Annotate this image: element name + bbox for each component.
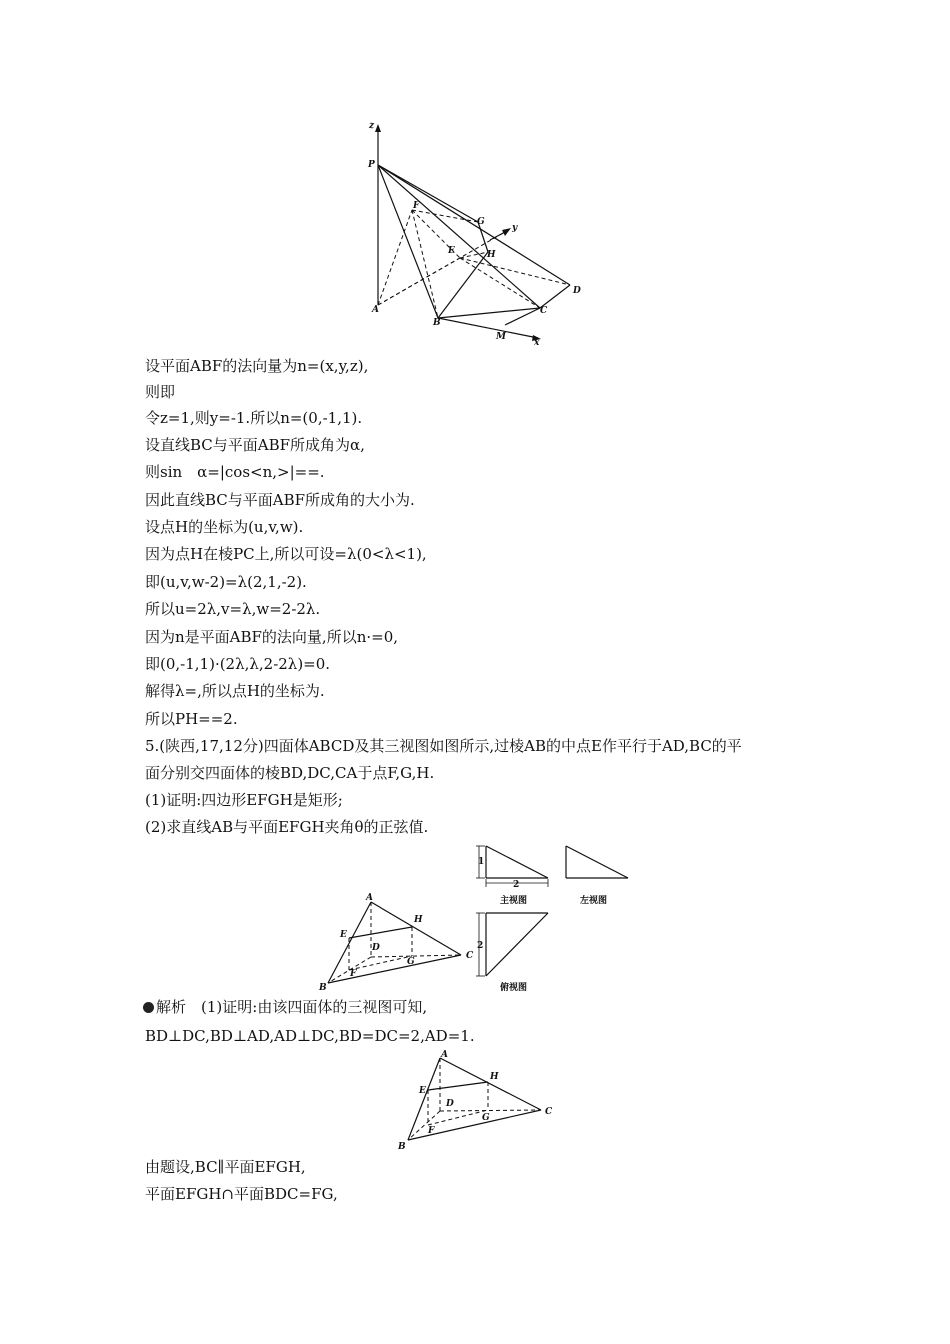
text-line: 设点H的坐标为(u,v,w). [145,518,304,536]
label-D: D [446,1099,454,1109]
problem-line: 5.(陕西,17,12分)四面体ABCD及其三视图如图所示,过棱AB的中点E作平行于AD,BC的平 [145,737,742,755]
label-A: A [366,893,373,903]
problem-question-2: (2)求直线AB与平面EFGH夹角θ的正弦值. [145,818,429,836]
text-line: 所以PH==2. [145,710,238,728]
label-F: F [413,201,420,211]
label-F: F [428,1126,435,1136]
text-line: 即(u,v,w-2)=λ(2,1,-2). [145,573,307,591]
label-C: C [540,306,548,316]
solution-line: BD⊥DC,BD⊥AD,AD⊥DC,BD=DC=2,AD=1. [145,1027,475,1045]
label-H: H [487,250,496,260]
label-G: G [482,1113,490,1123]
text-line: 则即 [145,383,176,401]
label-P: P [368,160,375,170]
label-D: D [372,943,380,953]
front-view-caption: 主视图 [500,896,528,906]
problem-line: 面分别交四面体的棱BD,DC,CA于点F,G,H. [145,764,435,782]
text-line: 则sin α=|cos<n,>|==. [145,463,325,481]
figure-tetrahedron [395,1045,560,1155]
label-z: z [369,121,375,131]
label-D: D [573,286,581,296]
text-line: 即(0,-1,1)·(2λ,λ,2-2λ)=0. [145,655,331,673]
label-y: y [512,223,518,233]
label-H: H [490,1072,499,1082]
analysis-label: 解析 [156,998,187,1016]
text-line: 因为点H在棱PC上,所以可设=λ(0<λ<1), [145,545,427,563]
top-view-caption: 俯视图 [500,983,528,993]
text-line: 平面EFGH∩平面BDC=FG, [145,1185,338,1203]
text-line: 设平面ABF的法向量为n=(x,y,z), [145,357,369,375]
label-G: G [477,217,485,227]
label-B: B [433,318,441,328]
text-line: 所以u=2λ,v=λ,w=2-2λ. [145,600,321,618]
text-line: 由题设,BC∥平面EFGH, [145,1158,306,1176]
label-E: E [448,246,455,256]
label-C: C [466,951,474,961]
label-H: H [414,915,423,925]
dim-1: 1 [478,857,485,867]
figure-pyramid-coordinates [360,115,580,350]
text-line: 解得λ=,所以点H的坐标为. [145,682,325,700]
label-B: B [398,1142,406,1152]
left-view-caption: 左视图 [580,896,608,906]
problem-question-1: (1)证明:四边形EFGH是矩形; [145,791,343,809]
solution-header [143,997,427,1017]
dim-2-vertical: 2 [477,941,484,951]
label-A: A [441,1050,448,1060]
figure-tetrahedron-three-views [315,840,635,995]
analysis-marker-icon [143,1002,154,1013]
solution-line: (1)证明:由该四面体的三视图可知, [201,998,428,1016]
label-E: E [419,1086,426,1096]
label-x: x [534,338,540,348]
label-A: A [372,305,379,315]
label-B: B [319,983,327,993]
text-line: 设直线BC与平面ABF所成角为α, [145,436,365,454]
label-M: M [496,332,506,342]
label-F: F [350,969,357,979]
label-G: G [407,957,415,967]
dim-2: 2 [513,880,520,890]
text-line: 因为n是平面ABF的法向量,所以n·=0, [145,628,399,646]
label-E: E [340,930,347,940]
text-line: 因此直线BC与平面ABF所成角的大小为. [145,491,415,509]
label-C: C [545,1107,553,1117]
text-line: 令z=1,则y=-1.所以n=(0,-1,1). [145,409,363,427]
